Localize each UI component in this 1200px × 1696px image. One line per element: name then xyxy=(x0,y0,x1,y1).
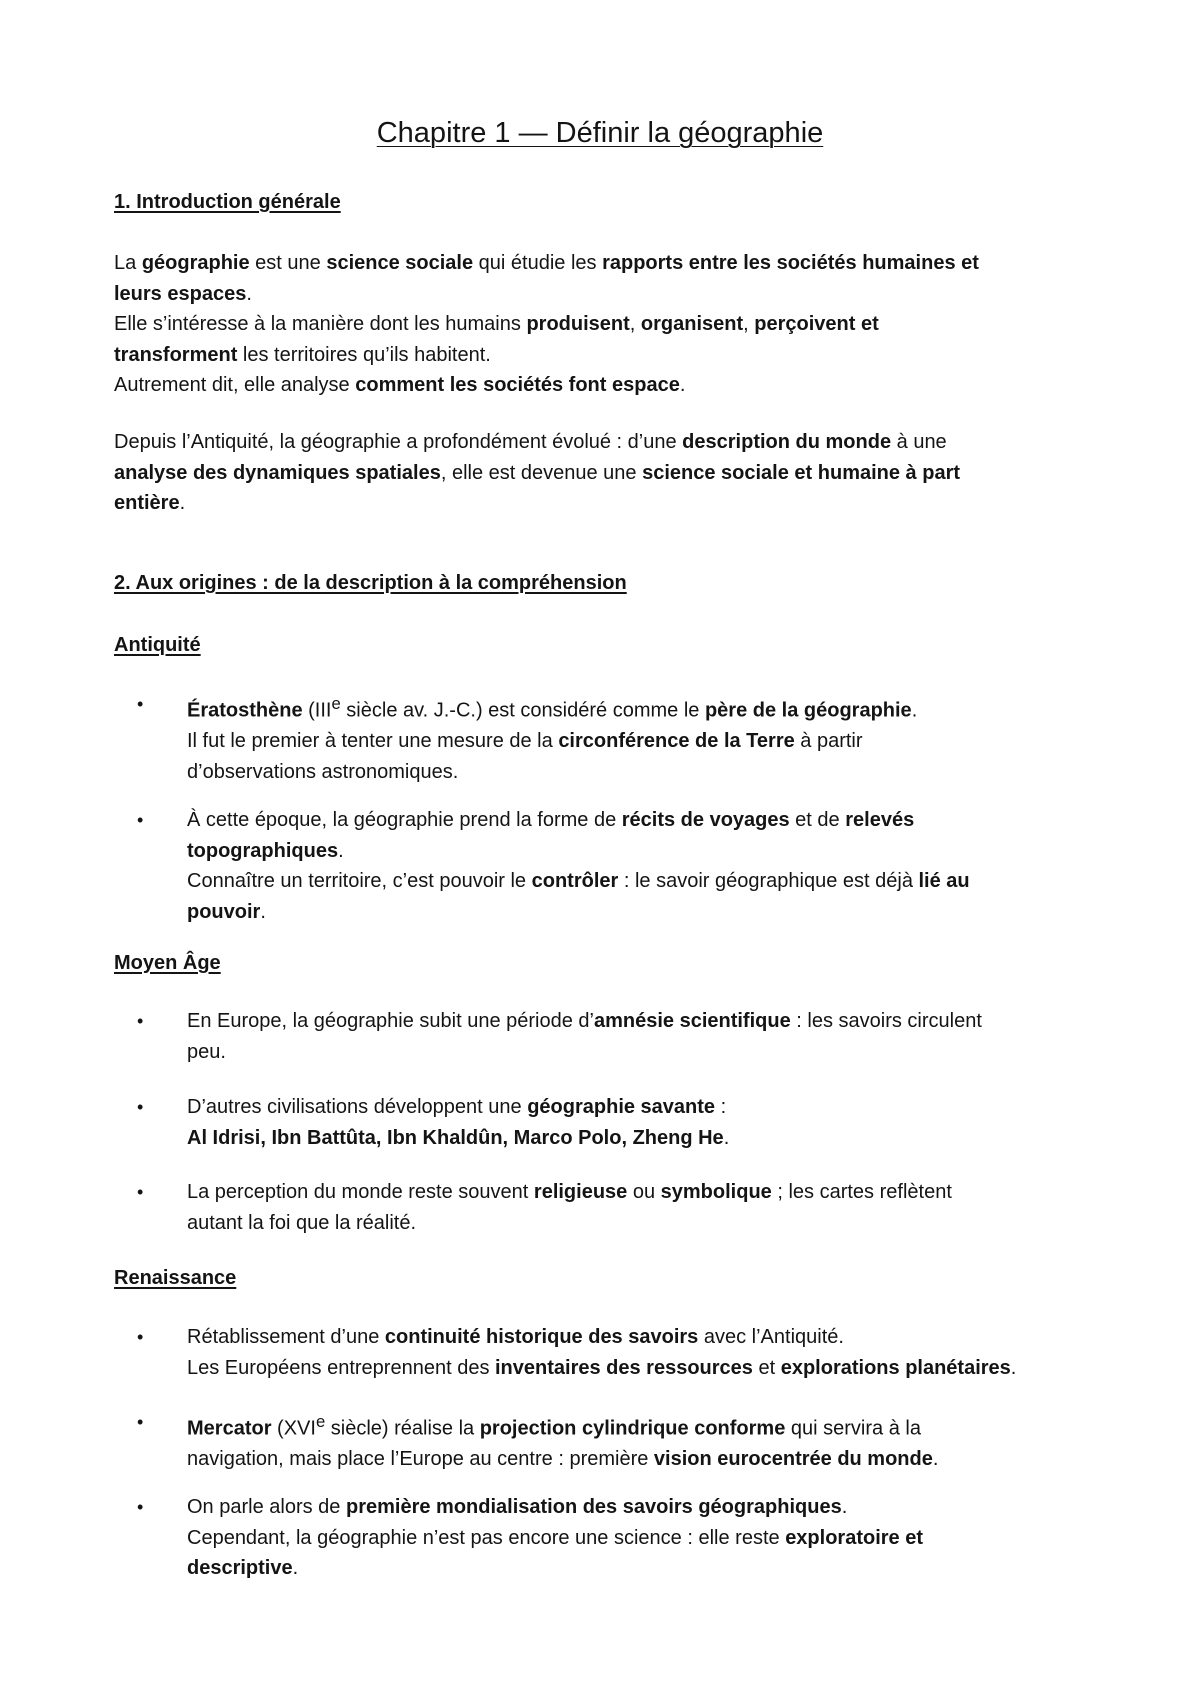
text-line: peu. xyxy=(187,1040,226,1063)
text-line: Cependant, la géographie n’est pas encore une science : elle reste exploratoire et xyxy=(187,1526,924,1549)
list-item xyxy=(187,805,1087,927)
text-line: • Ératosthène (IIIe siècle av. J.-C.) est considéré comme le père de la géographie. xyxy=(187,694,918,722)
text-line: • À cette époque, la géographie prend la forme de récits de voyages et de relevés xyxy=(187,809,915,831)
list-item xyxy=(187,1092,1087,1153)
list-item xyxy=(187,1407,1087,1475)
text-line: • Mercator (XVIe siècle) réalise la projection cylindrique conforme qui servira à la xyxy=(187,1412,921,1440)
text-line: • On parle alors de première mondialisation des savoirs géographiques. xyxy=(187,1496,848,1518)
section-heading-origins: 2. Aux origines : de la description à la compréhension xyxy=(114,572,627,594)
text-line: analyse des dynamiques spatiales, elle est devenue une science sociale et humaine à part xyxy=(114,461,961,484)
text-line: Depuis l’Antiquité, la géographie a profondément évolué : d’une description du monde à une xyxy=(114,431,947,453)
list-item xyxy=(187,1006,1087,1067)
text-line: • La perception du monde reste souvent religieuse ou symbolique ; les cartes reflètent xyxy=(187,1181,952,1203)
text-line: Connaître un territoire, c’est pouvoir le contrôler : le savoir géographique est déjà lié au xyxy=(187,870,970,892)
text-line: entière. xyxy=(114,492,186,514)
text-line: La géographie est une science sociale qui étudie les rapports entre les sociétés humaines et xyxy=(114,252,979,274)
intro-paragraph-2 xyxy=(114,427,1074,519)
text-line: pouvoir. xyxy=(187,900,266,923)
text-line: leurs espaces. xyxy=(114,282,252,305)
section-heading-introduction: 1. Introduction générale xyxy=(114,191,341,213)
list-item xyxy=(187,1177,1087,1238)
text-line: d’observations astronomiques. xyxy=(187,760,459,783)
intro-paragraph-1 xyxy=(114,248,1074,401)
chapter-title: Chapitre 1 — Définir la géographie xyxy=(376,117,824,149)
text-line: topographiques. xyxy=(187,839,344,862)
text-line: Elle s’intéresse à la manière dont les humains produisent, organisent, perçoivent et xyxy=(114,313,879,335)
text-line: descriptive. xyxy=(187,1557,299,1579)
text-line: Les Européens entreprennent des inventaires des ressources et explorations planétaires. xyxy=(187,1356,1017,1379)
text-line: transforment les territoires qu’ils habitent. xyxy=(114,343,491,366)
text-line: • Rétablissement d’une continuité historique des savoirs avec l’Antiquité. xyxy=(187,1326,844,1348)
text-line: Autrement dit, elle analyse comment les sociétés font espace. xyxy=(114,374,686,396)
subheading-renaissance: Renaissance xyxy=(114,1267,237,1289)
list-item xyxy=(187,1492,1087,1584)
text-line: • En Europe, la géographie subit une période d’amnésie scientifique : les savoirs circulent xyxy=(187,1010,982,1032)
text-line: autant la foi que la réalité. xyxy=(187,1211,417,1234)
text-line: navigation, mais place l’Europe au centre : première vision eurocentrée du monde. xyxy=(187,1448,939,1471)
list-item xyxy=(187,689,1087,787)
text-line: Al Idrisi, Ibn Battûta, Ibn Khaldûn, Marco Polo, Zheng He. xyxy=(187,1126,730,1149)
list-item xyxy=(187,1322,1087,1383)
text-line: Il fut le premier à tenter une mesure de la circonférence de la Terre à partir xyxy=(187,730,863,753)
text-line: • D’autres civilisations développent une géographie savante : xyxy=(187,1096,727,1118)
subheading-moyen-age: Moyen Âge xyxy=(114,952,221,974)
subheading-antiquite: Antiquité xyxy=(114,634,201,656)
